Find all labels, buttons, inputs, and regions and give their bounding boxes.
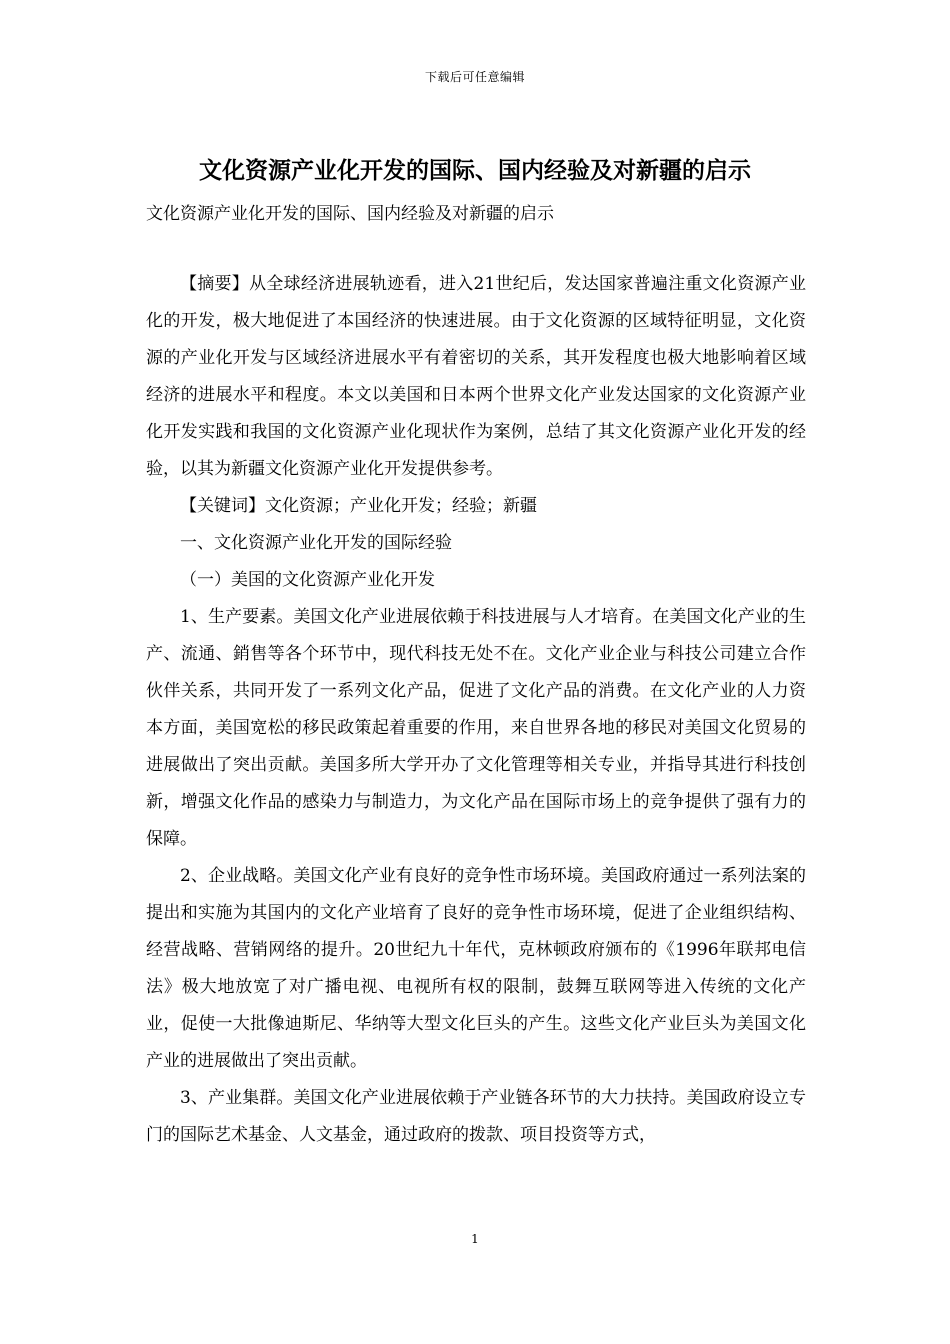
body-paragraph: 2、企业战略。美国文化产业有良好的竞争性市场环境。美国政府通过一系列法案的提出和实施为其国内的文化产业培育了良好的竞争性市场环境，促进了企业组织结构、经营战略、营销网络的提升。20世纪九十年代，克林顿政府颁布的《1996年联邦电信法》极大地放宽了对广播电视、电视所有权的限制，鼓舞互联网等进入传统的文化产业，促使一大批像迪斯尼、华纳等大型文化巨头的产生。这些文化产业巨头为美国文化产业的进展做出了突出贡献。 <box>146 866 806 1071</box>
body-paragraph: 1、生产要素。美国文化产业进展依赖于科技进展与人才培育。在美国文化产业的生产、流通、銷售等各个环节中，现代科技无处不在。文化产业企业与科技公司建立合作伙伴关系，共同开发了一系列文化产品，促进了文化产品的消费。在文化产业的人力资本方面，美国宽松的移民政策起着重要的作用，来自世界各地的移民对美国文化贸易的进展做出了突出贡献。美国多所大学开办了文化管理等相关专业，并指导其进行科技创新，增强文化作品的感染力与制造力，为文化产品在国际市场上的竞争提供了强有力的保障。 <box>146 607 806 849</box>
page-header-note: 下载后可任意编辑 <box>424 70 525 84</box>
document-body <box>146 266 806 1154</box>
subsection-heading: （一）美国的文化资源产业化开发 <box>180 570 435 590</box>
page-number: 1 <box>471 1232 479 1246</box>
document-title: 文化资源产业化开发的国际、国内经验及对新疆的启示 <box>199 157 751 184</box>
keywords-paragraph: 【关键词】文化资源；产业化开发；经验；新疆 <box>180 496 537 516</box>
document-subtitle: 文化资源产业化开发的国际、国内经验及对新疆的启示 <box>146 204 554 224</box>
section-heading: 一、文化资源产业化开发的国际经验 <box>180 533 452 553</box>
abstract-paragraph: 【摘要】从全球经济进展轨迹看，进入21世纪后，发达国家普遍注重文化资源产业化的开发，极大地促进了本国经济的快速进展。由于文化资源的区域特征明显，文化资源的产业化开发与区域经济进展水平有着密切的关系，其开发程度也极大地影响着区域经济的进展水平和程度。本文以美国和日本两个世界文化产业发达国家的文化资源产业化开发实践和我国的文化资源产业化现状作为案例，总结了其文化资源产业化开发的经验，以其为新疆文化资源产业化开发提供参考。 <box>146 274 806 479</box>
body-paragraph: 3、产业集群。美国文化产业进展依赖于产业链各环节的大力扶持。美国政府设立专门的国际艺术基金、人文基金，通过政府的拨款、项目投资等方式， <box>146 1088 806 1145</box>
